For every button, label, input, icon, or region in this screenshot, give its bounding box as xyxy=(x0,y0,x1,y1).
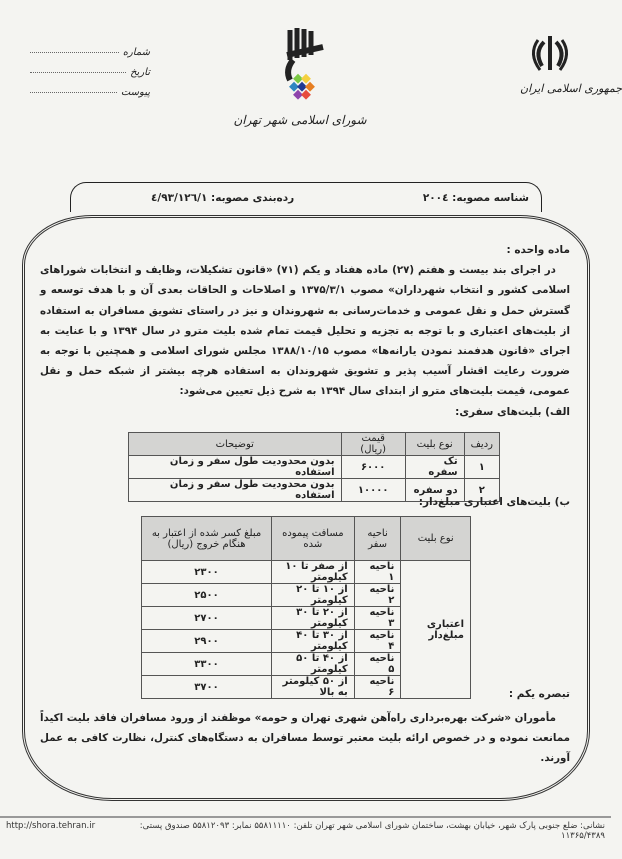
cell: ناحیه ۲ xyxy=(354,584,401,607)
note-title: تبصره یکم : xyxy=(508,688,570,700)
table-header-row xyxy=(129,433,500,456)
cell: از ۵۰ کیلومتر به بالا xyxy=(272,676,355,699)
footer-url[interactable]: http://shora.tehran.ir xyxy=(6,821,96,831)
cell: ۲ xyxy=(464,479,499,502)
meta-date-label: تاریخ xyxy=(130,66,150,78)
meta-number xyxy=(30,42,150,62)
cell: ۲۹۰۰ xyxy=(142,630,272,653)
section-b-title: ب) بلیت‌های اعتباری مبلغ‌دار: xyxy=(418,496,570,508)
footer-divider xyxy=(0,816,611,818)
col-header: مبلغ کسر شده از اعتبار به هنگام خروج (ریال) xyxy=(142,517,272,561)
article-title: ماده واحده : xyxy=(506,244,570,256)
col-header: ردیف xyxy=(464,433,499,456)
cell: ناحیه ۵ xyxy=(354,653,401,676)
trip-tickets-table xyxy=(128,432,500,502)
col-header: نوع بلیت xyxy=(405,433,464,456)
note-text: مأموران «شرکت بهره‌برداری راه‌آهن شهری تهران و حومه» موظفند از ورود مسافران فاقد بلیت اکیداً ممانعت نموده و در خصوص ارائه بلیت معتبر توسط مسافران به دستگاه‌های کنترل، نظارت کافی به عمل آورند. xyxy=(40,712,570,764)
section-a-title: الف) بلیت‌های سفری: xyxy=(455,405,570,418)
cell: بدون محدودیت طول سفر و زمان استفاده xyxy=(129,456,342,479)
credit-tickets-table xyxy=(141,516,471,699)
cell: ۲۳۰۰ xyxy=(142,561,272,584)
council-logo-icon xyxy=(265,25,335,105)
col-header: نوع بلیت xyxy=(401,517,471,561)
meta-date xyxy=(30,62,150,82)
footer-address: نشانی: ضلع جنوبی پارک شهر، خیابان بهشت، ساختمان شورای اسلامی شهر تهران تلفن: ۵۵۸۱۱۱۱۰ نمابر: ۵۵۸۱۲۰۹۳ صندوق پستی: ۱۱۳۶۵/۴۳۸۹ xyxy=(139,821,605,841)
cell: تک سفره xyxy=(405,456,464,479)
table-header-row xyxy=(142,517,471,561)
cell: ۲۷۰۰ xyxy=(142,607,272,630)
cell: ۳۷۰۰ xyxy=(142,676,272,699)
emblem-icon xyxy=(530,32,570,74)
article-paragraph: در اجرای بند بیست و هفتم (۲۷) ماده هفتاد و یکم (۷۱) «قانون تشکیلات، وظایف و انتخابات شوراهای اسلامی کشور و انتخاب شهرداران» مصوب ۱۳۷۵/۳/۱ و اصلاحات و الحاقات بعدی آن و با هدف توسعه و گسترش حمل و نقل عمومی و خدمات‌رسانی به شهروندان و نیز در راستای تشویق مسافران به استفاده از بلیت‌های اعتباری و با توجه به تجزیه و تحلیل قیمت تمام شده بلیت مترو در سال ۱۳۹۴ و با عنایت به اجرای «قانون هدفمند نمودن یارانه‌ها» مصوب ۱۳۸۸/۱۰/۱۵ مجلس شورای اسلامی و همچنین با توجه به ضرورت رعایت اقشار آسیب پذیر و تشویق شهروندان به استفاده هرچه بیشتر از شبکه حمل و نقل عمومی، قیمت بلیت‌های مترو از ابتدای سال ۱۳۹۴ به شرح ذیل تعیین می‌شود: xyxy=(40,264,571,398)
letter-meta xyxy=(30,42,150,102)
cell: ۲۵۰۰ xyxy=(142,584,272,607)
cell: ناحیه ۱ xyxy=(354,561,401,584)
footer xyxy=(0,821,611,841)
meta-dots xyxy=(30,92,117,93)
cell: از ۱۰ تا ۲۰ کیلومتر xyxy=(272,584,355,607)
resolution-body xyxy=(40,240,570,422)
table-row xyxy=(129,456,500,479)
cell: ۱۰۰۰۰ xyxy=(341,479,405,502)
cell: ناحیه ۳ xyxy=(354,607,401,630)
council-caption: شورای اسلامی شهر تهران xyxy=(233,113,367,127)
cell: از صفر تا ۱۰ کیلومتر xyxy=(272,561,355,584)
cell: ۶۰۰۰ xyxy=(341,456,405,479)
resolution-id: شناسه مصوبه: ۲۰۰٤ xyxy=(422,191,529,204)
resolution-classification: رده‌بندی مصوبه: ٤/٩٣/١٢٦/١ xyxy=(151,191,295,204)
cell: ناحیه ۶ xyxy=(354,676,401,699)
cell: دو سفره xyxy=(405,479,464,502)
cell: ۱ xyxy=(464,456,499,479)
meta-attachment-label: پیوست xyxy=(120,86,150,98)
cell: ناحیه ۴ xyxy=(354,630,401,653)
iran-emblem xyxy=(520,32,622,95)
cell: بدون محدودیت طول سفر و زمان استفاده xyxy=(129,479,342,502)
meta-number-label: شماره xyxy=(122,46,150,58)
meta-dots xyxy=(30,72,126,73)
meta-dots xyxy=(30,52,119,53)
col-header: ناحیه سفر xyxy=(354,517,401,561)
col-header: مسافت پیموده شده xyxy=(272,517,355,561)
col-header: توضیحات xyxy=(129,433,342,456)
cell: از ۳۰ تا ۴۰ کیلومتر xyxy=(272,630,355,653)
council-logo xyxy=(225,25,375,127)
resolution-id-bar xyxy=(70,182,542,212)
cell: از ۴۰ تا ۵۰ کیلومتر xyxy=(272,653,355,676)
meta-attachment xyxy=(30,82,150,102)
emblem-caption: جمهوری اسلامی ایران xyxy=(520,82,622,95)
cell: ۳۳۰۰ xyxy=(142,653,272,676)
cell: از ۲۰ تا ۳۰ کیلومتر xyxy=(272,607,355,630)
ticket-type-cell: اعتباری مبلغ‌دار xyxy=(401,561,471,699)
table-row xyxy=(142,561,471,584)
col-header: قیمت (ریال) xyxy=(341,433,405,456)
